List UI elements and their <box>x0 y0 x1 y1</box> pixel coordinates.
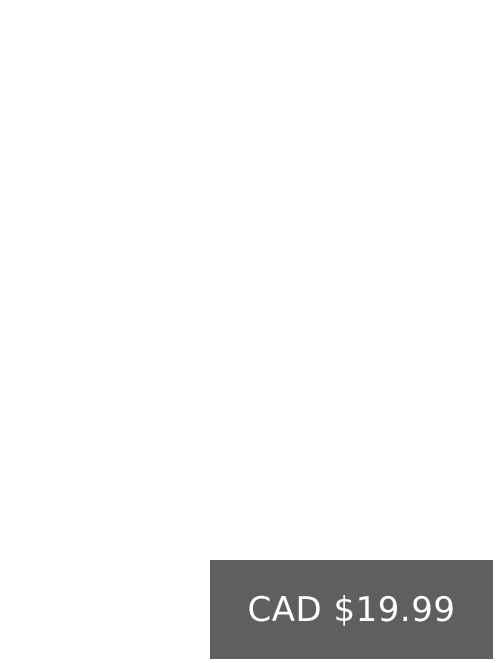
price-label: CAD $19.99 <box>247 589 456 630</box>
price-badge <box>210 560 493 659</box>
